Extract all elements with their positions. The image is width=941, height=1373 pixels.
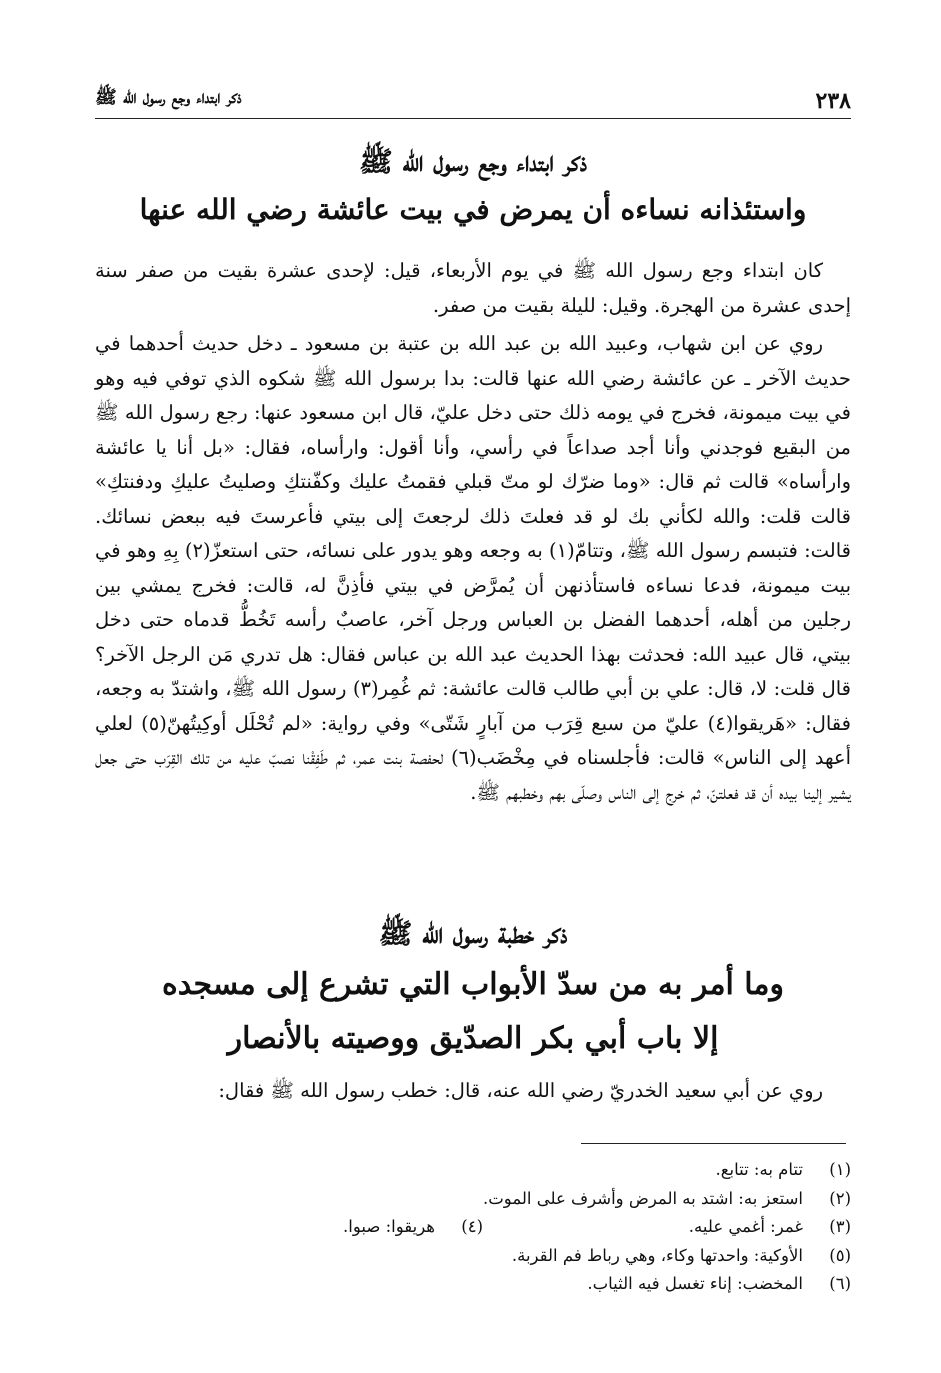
footnote-number: (٤) (461, 1217, 483, 1236)
footnote-text: هريقوا: صبوا. (343, 1217, 435, 1236)
section-heading-1 (95, 140, 851, 236)
footnote-number: (٢) (829, 1188, 851, 1208)
paragraph-text: روي عن ابن شهاب، وعبيد الله بن عبد الله بن عتبة بن مسعود ـ دخل حديث أحدهما في حديث الآخر ـ عن عائشة رضي الله عنها قالت: بدا برسول الله ﷺ شكوه الذي توفي فيه وهو في بيت ميمونة، فخرج في يومه ذلك حتى دخل عليّ، قال ابن مسعود عنها: رجع رسول الله ﷺ من البقيع فوجدني وأنا أجد صداعاً في رأسي، وأنا أقول: وارأساه، فقال: «بل أنا يا عائشة وارأساه» قالت ثم قال: «وما ضرّك لو متّ قبلي فقمتُ عليك وكفّنتكِ وصليتُ عليكِ ودفنتكِ» قالت قلت: والله لكأني بك لو قد فعلتَ ذلك لرجعتَ إلى بيتي فأعرستَ فيه ببعض نسائك. قالت: فتبسم رسول الله ﷺ، وتتامّ(١) به وجعه وهو يدور على نسائه، حتى استعزّ(٢) بِهِ وهو في بيت ميمونة، فدعا نساءه فاستأذنهن أن يُمرَّض في بيتي فأذِنَّ له، قالت: فخرج يمشي بين رجلين من أهله، أحدهما الفضل بن العباس ورجل آخر، عاصبٌ رأسه تَخُطُّ قدماه حتى دخل بيتي، قال عبيد الله: فحدثت بهذا الحديث عبد الله بن عباس فقال: هل تدري مَن الرجل الآخر؟ قال قلت: لا، قال: علي بن أبي طالب قالت عائشة: ثم غُمِر(٣) رسول الله ﷺ، واشتدّ به وجعه، فقال: «هَريقوا(٤) عليّ من سبع قِرَب من آبارٍ شَتّى» وفي رواية: «لم تُحْلَل أوكِيتُهنّ(٥) لعلي أعهد إلى الناس» قالت: فأجلسناه في مِخْضَب(٦) لحفصة بنت عمر، ثم طَفِقْنا نصبّ عليه من تلك القِرَب حتى جعل يشير إلينا بيده أن قد فعلتنّ، ثم خرج إلى الناس وصلّى بهم وخطبهم ﷺ. (95, 332, 852, 804)
section-subtitle-line: وما أمر به من سدّ الأبواب التي تشرع إلى مسجده (162, 967, 784, 1002)
footnote (95, 1156, 851, 1185)
section-subtitle-line: واستئذانه نساءه أن يمرض في بيت عائشة رضي الله عنها (139, 193, 807, 226)
paragraph-text: كان ابتداء وجع رسول الله ﷺ في يوم الأربعاء، قيل: لإحدى عشرة بقيت من صفر سنة إحدى عشرة من الهجرة. وقيل: لليلة بقيت من صفر. (95, 259, 851, 317)
footnote-text: غمر: أغمي عليه. (688, 1217, 803, 1236)
footnote-text: تتام به: تتابع. (715, 1160, 803, 1179)
paragraph-text: روي عن أبي سعيد الخدريّ رضي الله عنه، قال: خطب رسول الله ﷺ فقال: (218, 1079, 823, 1102)
section-title-line: ذكر خطبة رسول الله ﷺ (378, 917, 568, 950)
footnote-number: (٦) (829, 1274, 851, 1293)
footnote (95, 1185, 851, 1214)
page-number: ٢٣٨ (815, 88, 851, 114)
footnote-number: (٣) (829, 1217, 851, 1236)
footnote-text: الأوكية: واحدتها وكاء، وهي رباط فم القربة. (511, 1245, 803, 1265)
section-heading-2 (95, 910, 851, 1066)
paragraph (95, 1074, 851, 1109)
paragraph (95, 254, 851, 323)
footnote (95, 1270, 851, 1299)
footnotes (95, 1156, 851, 1299)
footnote-divider (581, 1143, 846, 1144)
paragraph (95, 327, 851, 810)
footnote-text: استعز به: اشتد به المرض وأشرف على الموت. (483, 1188, 803, 1208)
footnote (95, 1242, 851, 1271)
section-subtitle-line: إلا باب أبي بكر الصدّيق ووصيته بالأنصار (227, 1021, 719, 1056)
running-header-title: ذكر ابتداء وجع رسول الله ﷺ (95, 87, 242, 108)
footnote-number: (١) (829, 1160, 851, 1179)
running-header (95, 80, 851, 119)
footnote-number: (٥) (829, 1245, 851, 1265)
section-title-line: ذكر ابتداء وجع رسول الله ﷺ (358, 145, 588, 178)
footnote-text: المخضب: إناء تغسل فيه الثياب. (587, 1274, 803, 1293)
footnote-pair (95, 1213, 851, 1242)
